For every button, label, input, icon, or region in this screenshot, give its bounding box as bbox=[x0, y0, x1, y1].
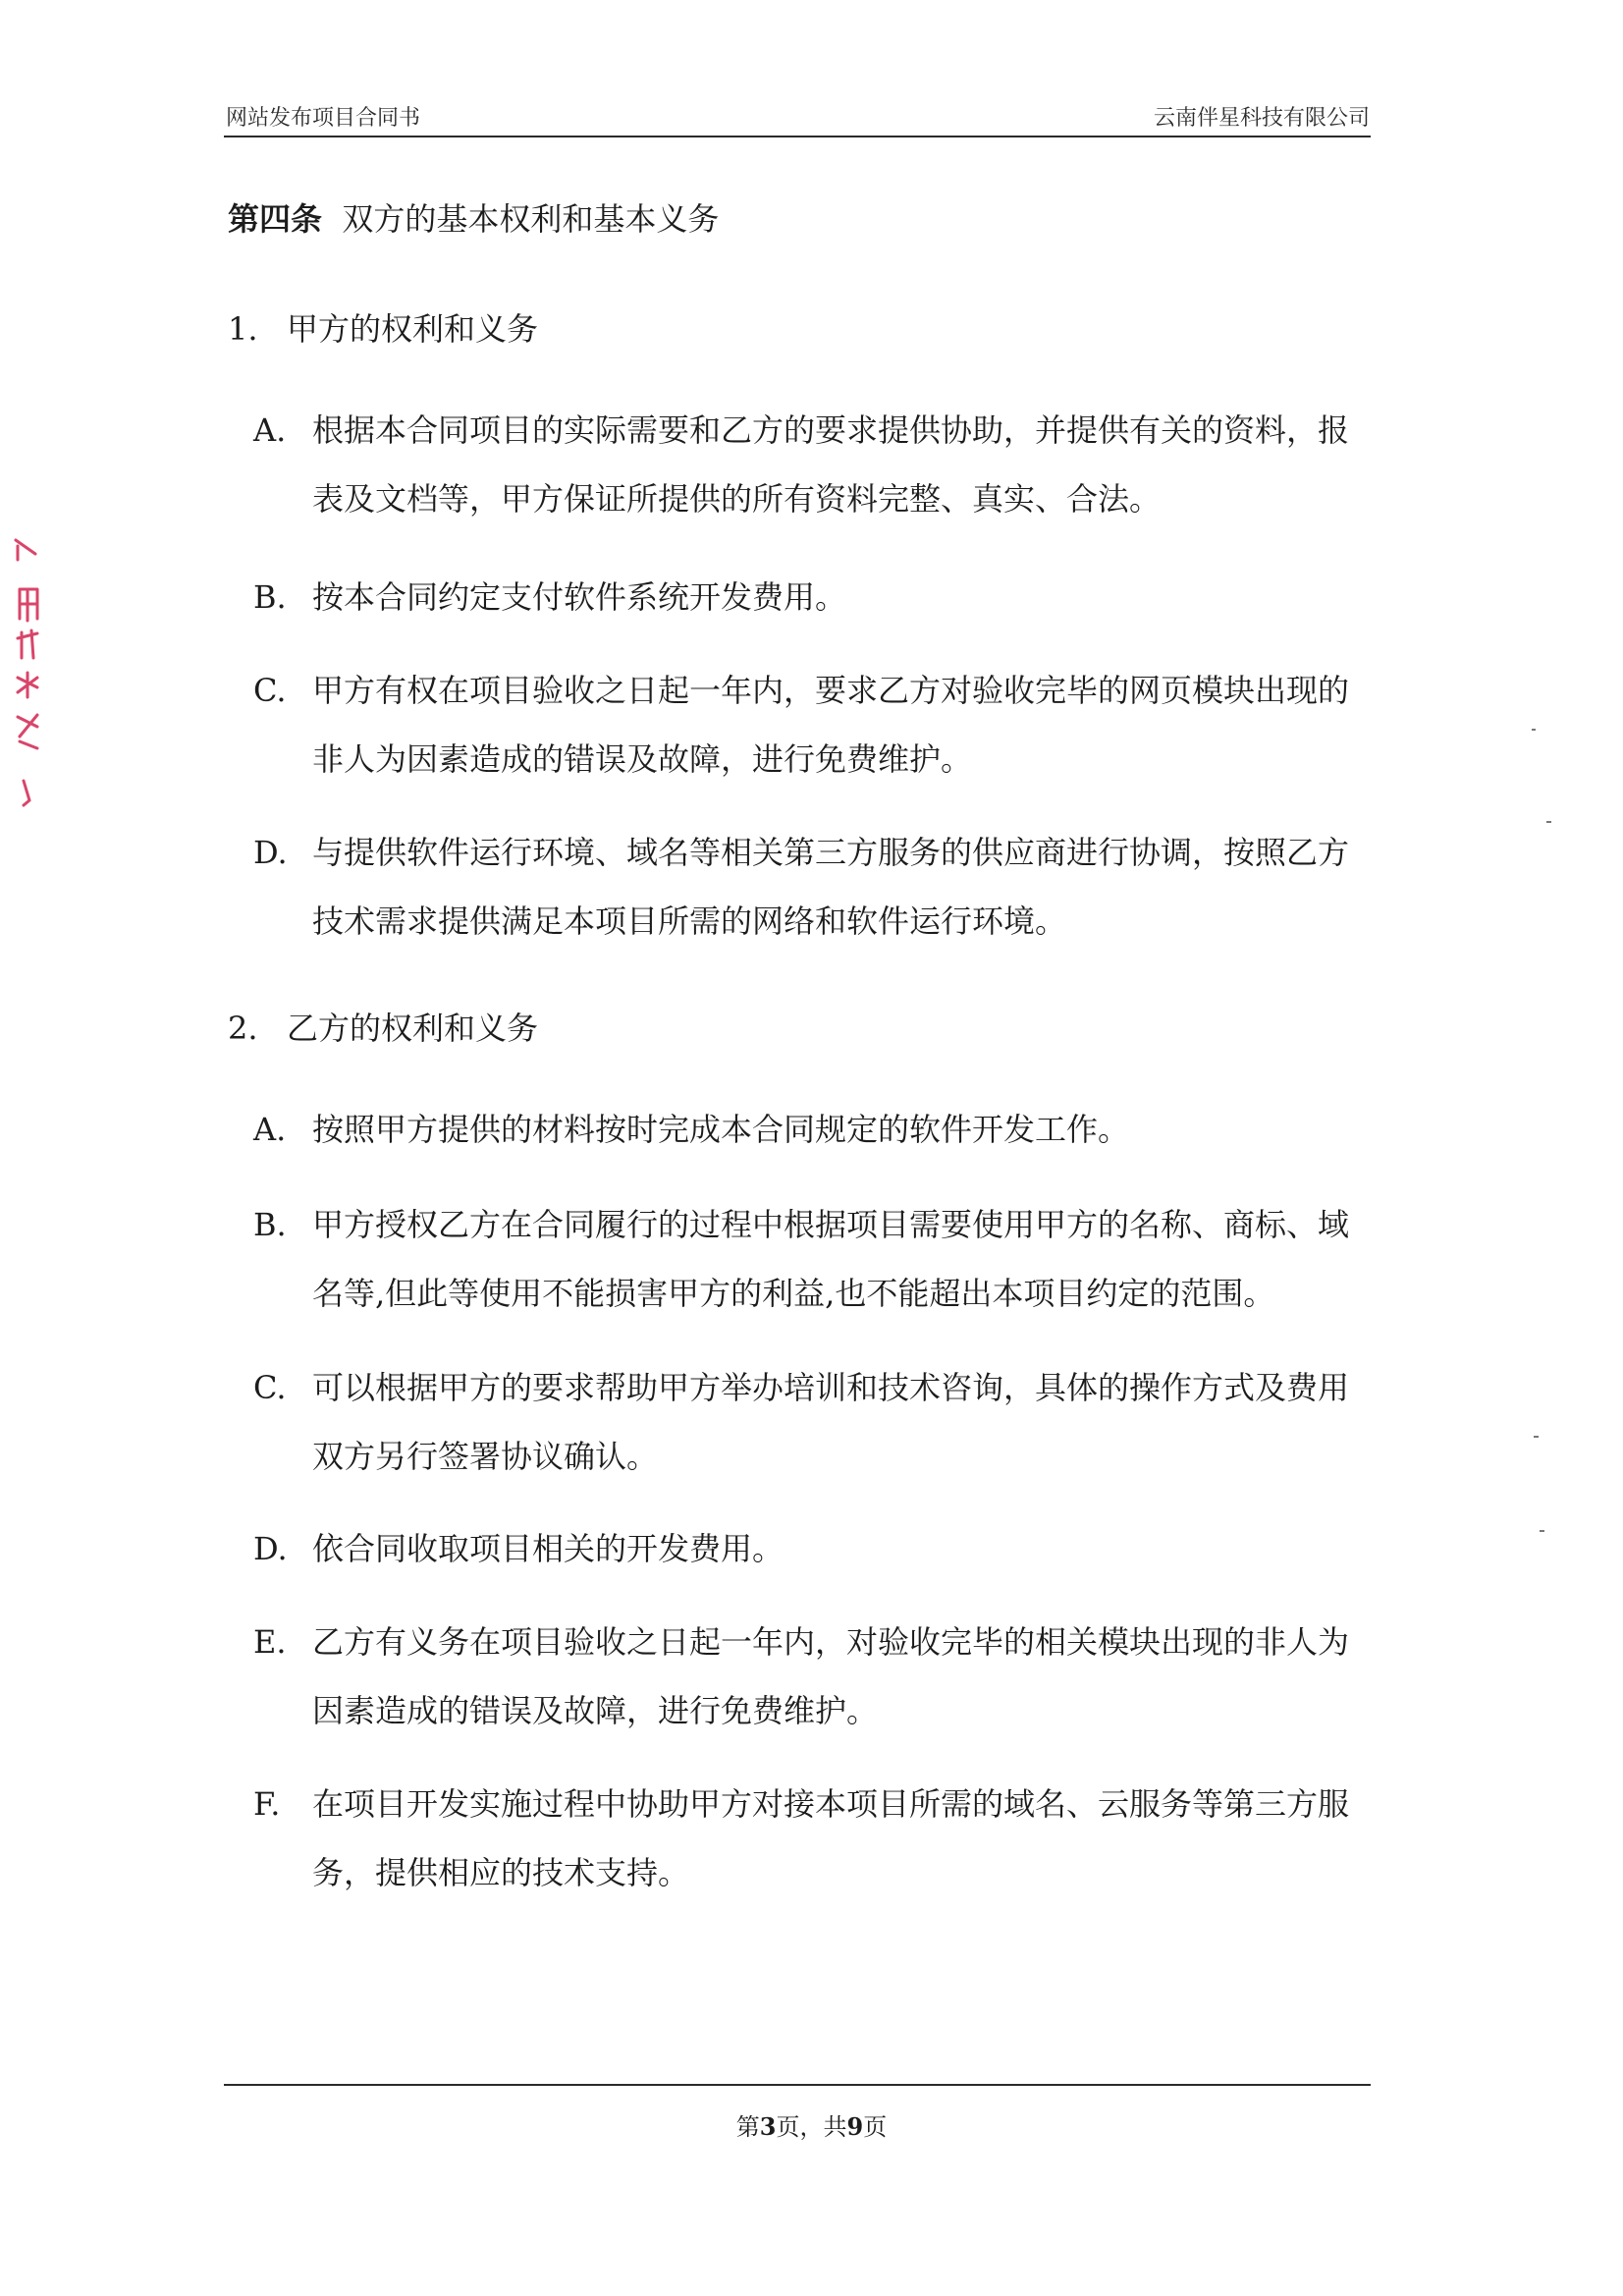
section-number: 1. bbox=[228, 310, 258, 348]
section-title: 甲方的权利和义务 bbox=[287, 310, 539, 348]
footer-divider bbox=[224, 2084, 1371, 2086]
clause-item bbox=[253, 1608, 1373, 1745]
scan-speck bbox=[1540, 1530, 1544, 1532]
article-heading bbox=[228, 194, 719, 240]
clause-text: 按照甲方提供的材料按时完成本合同规定的软件开发工作。 bbox=[312, 1111, 1130, 1148]
scan-speck bbox=[1532, 729, 1536, 731]
clause-text: 根据本合同项目的实际需要和乙方的要求提供协助，并提供有关的资料，报表及文档等，甲方保证所提供的所有资料完整、真实、合法。 bbox=[312, 411, 1350, 518]
article-number: 第四条 bbox=[228, 200, 323, 238]
clause-item bbox=[253, 396, 1373, 533]
clause-item bbox=[253, 1190, 1373, 1328]
clause-item bbox=[253, 656, 1373, 793]
seal-stamp-fragment bbox=[10, 530, 43, 815]
article-title: 双方的基本权利和基本义务 bbox=[342, 200, 720, 238]
clause-text: 乙方有义务在项目验收之日起一年内，对验收完毕的相关模块出现的非人为因素造成的错误及故障，进行免费维护。 bbox=[312, 1623, 1350, 1729]
clause-label: D. bbox=[253, 834, 288, 871]
clause-label: B. bbox=[253, 578, 287, 616]
section-heading bbox=[228, 304, 538, 350]
clause-label: D. bbox=[253, 1530, 288, 1567]
header-document-title: 网站发布项目合同书 bbox=[226, 106, 421, 131]
page-mid: 页，共 bbox=[776, 2113, 847, 2141]
page-suffix: 页 bbox=[863, 2113, 888, 2141]
section-number: 2. bbox=[228, 1010, 258, 1047]
section-title: 乙方的权利和义务 bbox=[287, 1010, 539, 1047]
total-pages: 9 bbox=[846, 2112, 864, 2141]
page-number bbox=[0, 2107, 1623, 2142]
header-divider bbox=[224, 136, 1371, 137]
clause-text: 可以根据甲方的要求帮助甲方举办培训和技术咨询，具体的操作方式及费用双方另行签署协议确认。 bbox=[312, 1369, 1350, 1475]
clause-item bbox=[253, 1095, 1373, 1164]
clause-text: 按本合同约定支付软件系统开发费用。 bbox=[312, 578, 847, 616]
clause-text: 与提供软件运行环境、域名等相关第三方服务的供应商进行协调，按照乙方技术需求提供满足本项目所需的网络和软件运行环境。 bbox=[312, 834, 1350, 940]
clause-label: E. bbox=[253, 1623, 287, 1661]
clause-item bbox=[253, 818, 1373, 956]
clause-label: B. bbox=[253, 1206, 287, 1243]
scan-speck bbox=[1534, 1436, 1539, 1438]
clause-label: C. bbox=[253, 1369, 287, 1406]
clause-item bbox=[253, 1514, 1373, 1583]
clause-text: 依合同收取项目相关的开发费用。 bbox=[312, 1530, 784, 1567]
page-prefix: 第 bbox=[735, 2113, 760, 2141]
clause-text: 甲方有权在项目验收之日起一年内，要求乙方对验收完毕的网页模块出现的非人为因素造成的错误及故障，进行免费维护。 bbox=[312, 672, 1350, 778]
clause-item bbox=[253, 1353, 1373, 1491]
clause-text: 甲方授权乙方在合同履行的过程中根据项目需要使用甲方的名称、商标、域名等,但此等使用不能损害甲方的利益,也不能超出本项目约定的范围。 bbox=[312, 1206, 1350, 1312]
current-page: 3 bbox=[759, 2112, 777, 2141]
clause-label: C. bbox=[253, 672, 287, 709]
section-heading bbox=[228, 1004, 538, 1049]
scan-speck bbox=[1546, 821, 1551, 823]
clause-label: F. bbox=[253, 1785, 281, 1823]
clause-label: A. bbox=[253, 1111, 287, 1148]
clause-item bbox=[253, 563, 1373, 631]
clause-label: A. bbox=[253, 411, 287, 449]
clause-item bbox=[253, 1770, 1373, 1907]
clause-text: 在项目开发实施过程中协助甲方对接本项目所需的域名、云服务等第三方服务，提供相应的技术支持。 bbox=[312, 1785, 1350, 1891]
header-company-name: 云南伴星科技有限公司 bbox=[1153, 106, 1370, 131]
